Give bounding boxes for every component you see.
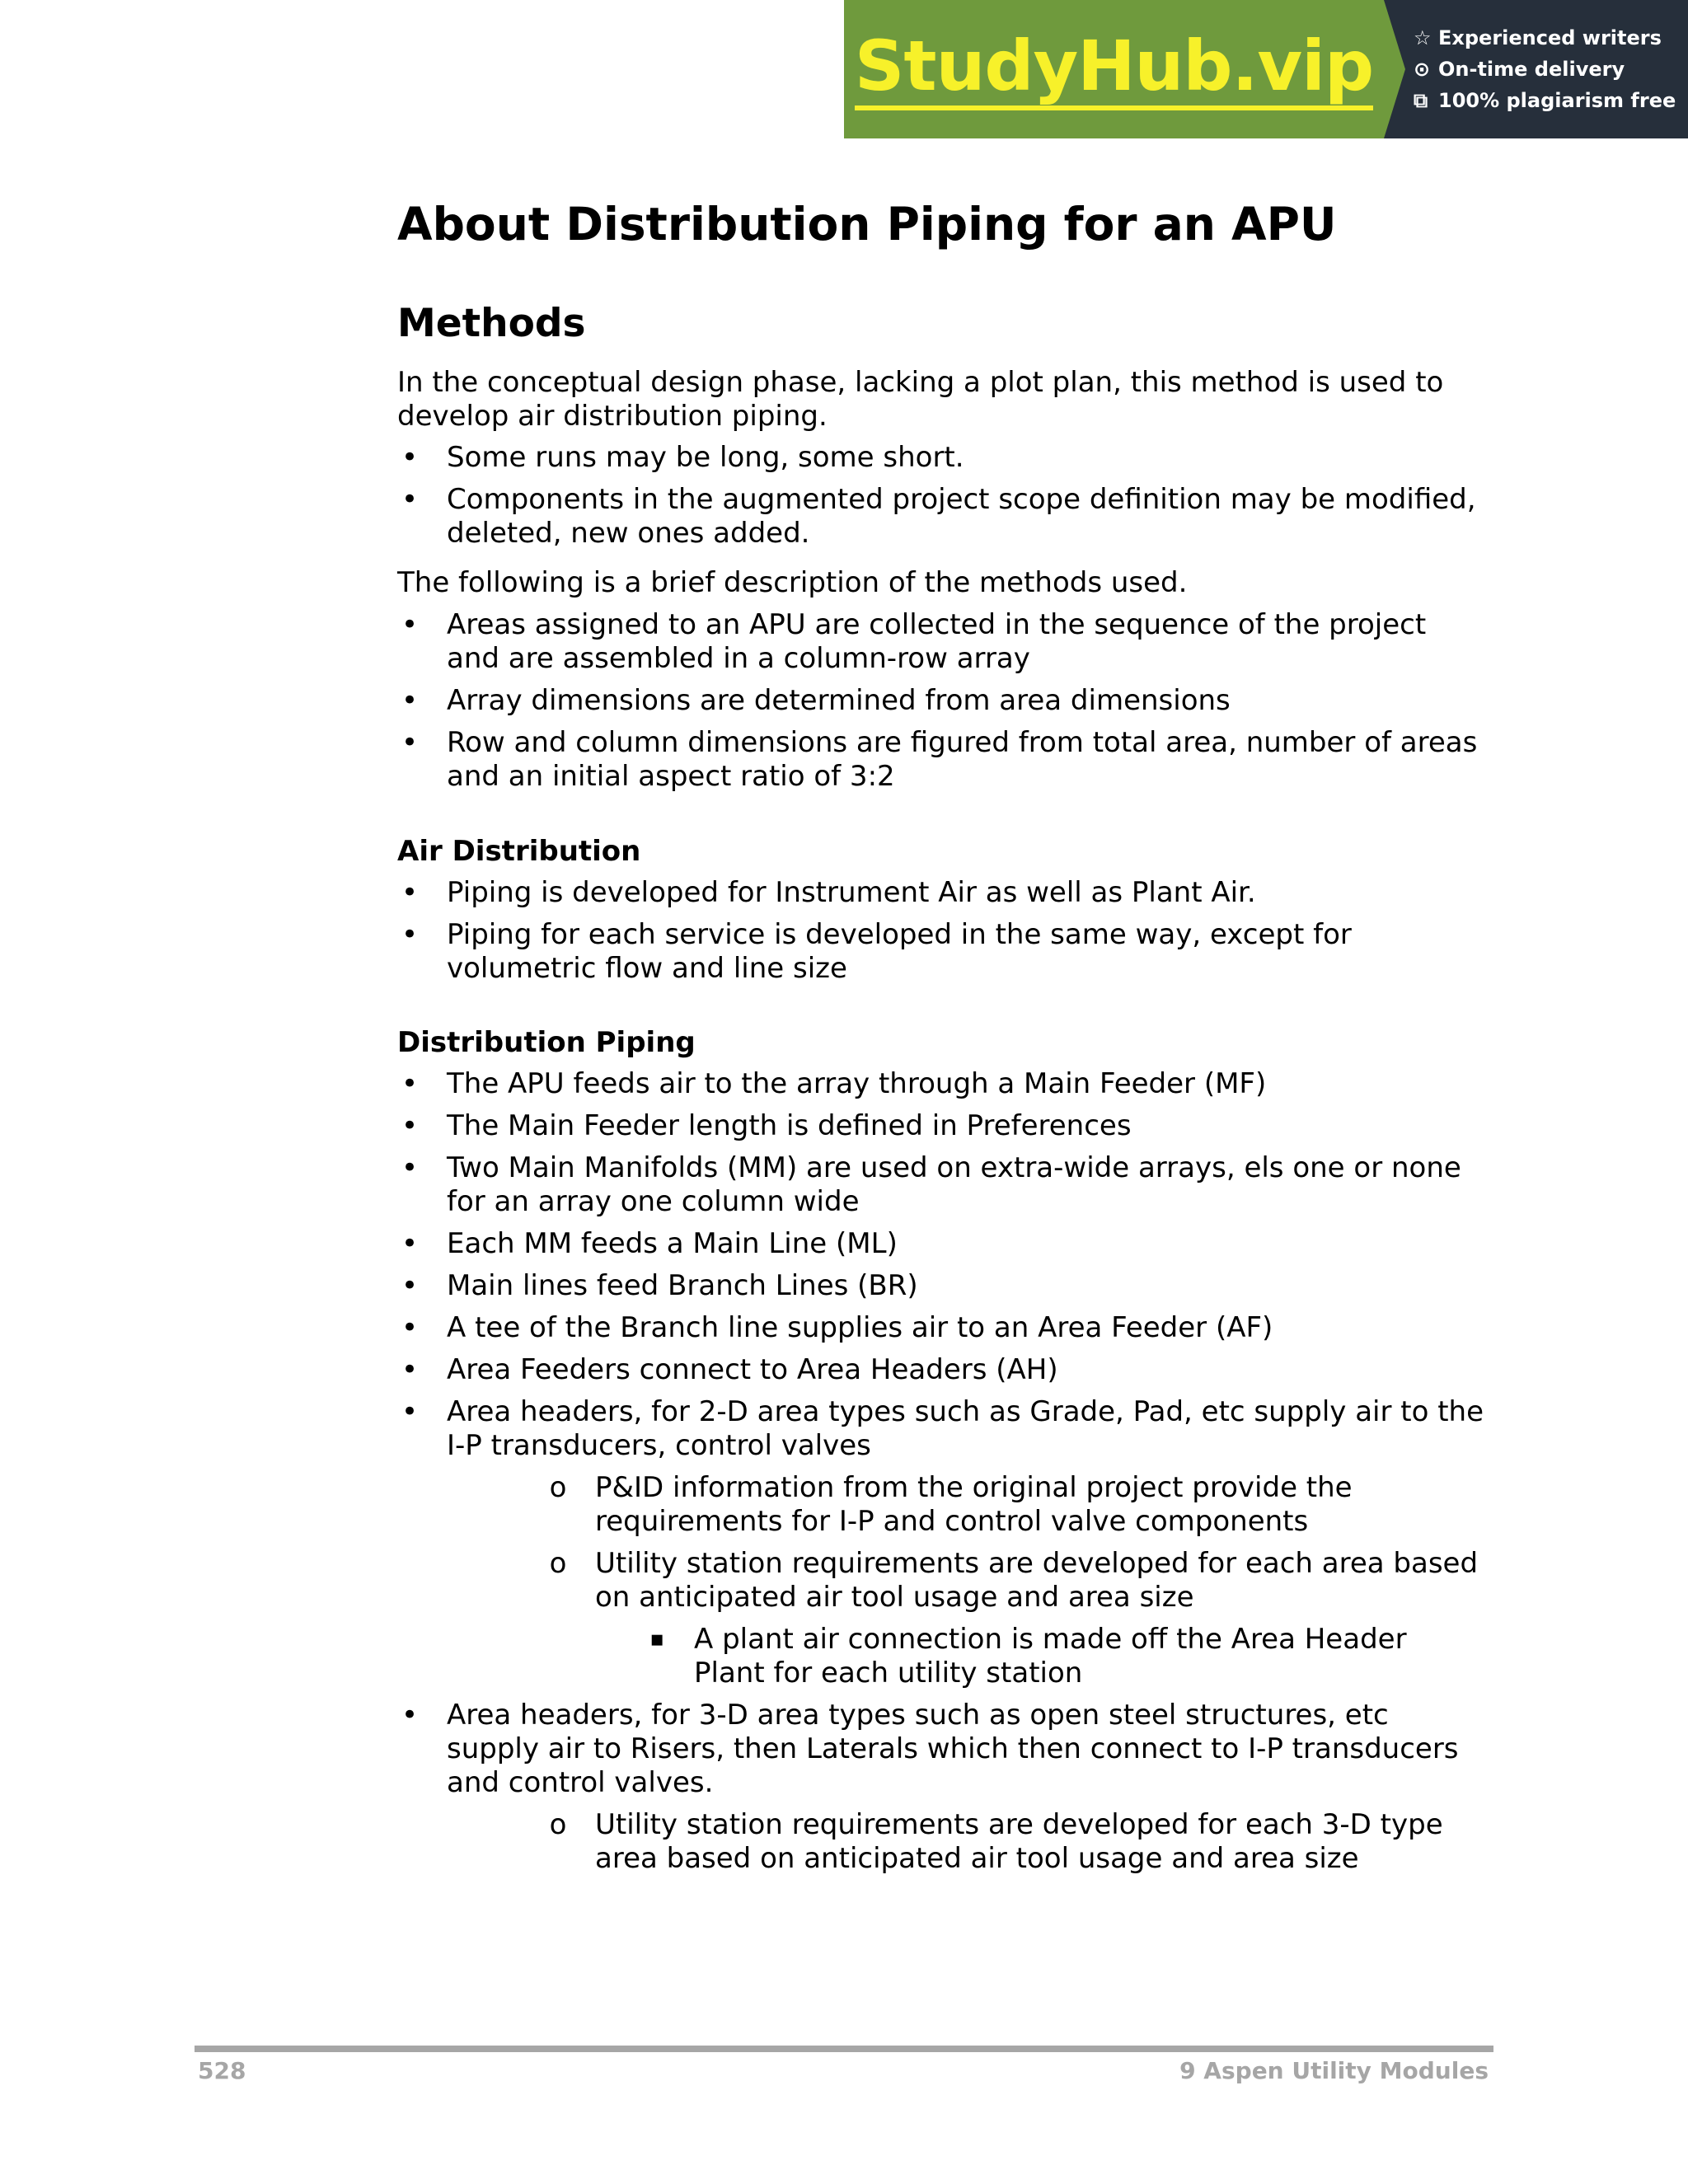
bullet-icon: • xyxy=(401,684,419,717)
footer-rule xyxy=(195,2046,1493,2052)
list-item: • Row and column dimensions are figured from total area, number of areas and an initial aspect ratio of 3:2 xyxy=(397,726,1485,794)
page-number: 528 xyxy=(198,2057,246,2084)
methods-bullet-list xyxy=(397,608,1485,802)
feature-label: 100% plagiarism free xyxy=(1438,89,1676,112)
studyhub-banner[interactable] xyxy=(844,0,1688,138)
distribution-bullet-list xyxy=(397,1067,1485,1884)
bullet-icon: • xyxy=(401,441,419,474)
bullet-icon: • xyxy=(401,1699,419,1732)
list-item: • Array dimensions are determined from area dimensions xyxy=(397,684,1485,718)
square-bullet-icon: ▪ xyxy=(649,1627,664,1652)
list-item: • Areas assigned to an APU are collected in the sequence of the project and are assembled in a column-row array xyxy=(397,608,1485,676)
bullet-icon: • xyxy=(401,1269,419,1302)
intro-paragraph: In the conceptual design phase, lacking a plot plan, this method is used to develop air distribution piping. xyxy=(397,366,1444,433)
sub-list-item: o P&ID information from the original project provide the requirements for I-P and control valve components xyxy=(397,1471,1485,1539)
bullet-icon: • xyxy=(401,1151,419,1184)
air-bullet-list xyxy=(397,876,1485,994)
list-item: • The Main Feeder length is defined in Preferences xyxy=(397,1109,1485,1143)
list-item: • A tee of the Branch line supplies air to an Area Feeder (AF) xyxy=(397,1311,1485,1345)
list-item: • The APU feeds air to the array through a Main Feeder (MF) xyxy=(397,1067,1485,1101)
brand-logo[interactable]: StudyHub.vip xyxy=(855,28,1373,110)
intro-bullet-list xyxy=(397,441,1485,559)
bullet-icon: • xyxy=(401,608,419,641)
list-item: • Piping is developed for Instrument Air as well as Plant Air. xyxy=(397,876,1485,910)
feature-label: On-time delivery xyxy=(1438,58,1625,81)
bullet-icon: • xyxy=(401,1311,419,1344)
bullet-icon: • xyxy=(401,1353,419,1386)
page-title: About Distribution Piping for an APU xyxy=(397,198,1337,251)
bullet-icon: • xyxy=(401,1109,419,1142)
bullet-icon: • xyxy=(401,726,419,759)
distribution-piping-heading: Distribution Piping xyxy=(397,1026,696,1059)
feature-list xyxy=(1405,0,1688,138)
methods-lead: The following is a brief description of the methods used. xyxy=(397,566,1188,599)
list-item: • Each MM feeds a Main Line (ML) xyxy=(397,1227,1485,1261)
list-item: • Area headers, for 2-D area types such as Grade, Pad, etc supply air to the I-P transducers, control valves xyxy=(397,1395,1485,1463)
air-distribution-heading: Air Distribution xyxy=(397,835,641,868)
star-icon: ☆ xyxy=(1414,26,1432,49)
list-item: • Components in the augmented project scope definition may be modified, deleted, new ones added. xyxy=(397,483,1485,551)
list-item: • Area headers, for 3-D area types such as open steel structures, etc supply air to Risers, then Laterals which then connect to I-P transducers and control valves. xyxy=(397,1699,1485,1800)
chapter-label: 9 Aspen Utility Modules xyxy=(1179,2057,1489,2084)
feature-item xyxy=(1414,58,1688,81)
sub-list-item: o Utility station requirements are developed for each 3-D type area based on anticipated air tool usage and area size xyxy=(397,1808,1485,1876)
feature-item xyxy=(1414,26,1688,49)
list-item: • Two Main Manifolds (MM) are used on extra-wide arrays, els one or none for an array one column wide xyxy=(397,1151,1485,1219)
sub-sub-list-item: ▪ A plant air connection is made off the Area Header Plant for each utility station xyxy=(397,1623,1485,1690)
bullet-icon: • xyxy=(401,1227,419,1260)
brand-panel xyxy=(844,0,1384,138)
list-item: • Main lines feed Branch Lines (BR) xyxy=(397,1269,1485,1303)
feature-item xyxy=(1414,89,1688,112)
bullet-icon: • xyxy=(401,483,419,516)
bullet-icon: • xyxy=(401,1067,419,1100)
circle-bullet-icon: o xyxy=(549,1471,567,1504)
sub-list-item: o Utility station requirements are developed for each area based on anticipated air tool usage and area size xyxy=(397,1547,1485,1615)
clock-icon: ⊙ xyxy=(1414,58,1431,81)
list-item: • Area Feeders connect to Area Headers (AH) xyxy=(397,1353,1485,1387)
list-item: • Some runs may be long, some short. xyxy=(397,441,1485,475)
section-heading: Methods xyxy=(397,301,586,346)
bullet-icon: • xyxy=(401,1395,419,1428)
circle-bullet-icon: o xyxy=(549,1808,567,1841)
circle-bullet-icon: o xyxy=(549,1547,567,1580)
copy-icon: ⧉ xyxy=(1414,89,1428,112)
feature-label: Experienced writers xyxy=(1438,26,1662,49)
banner-divider xyxy=(1384,0,1405,138)
list-item: • Piping for each service is developed in the same way, except for volumetric flow and line size xyxy=(397,918,1485,986)
bullet-icon: • xyxy=(401,918,419,951)
bullet-icon: • xyxy=(401,876,419,909)
